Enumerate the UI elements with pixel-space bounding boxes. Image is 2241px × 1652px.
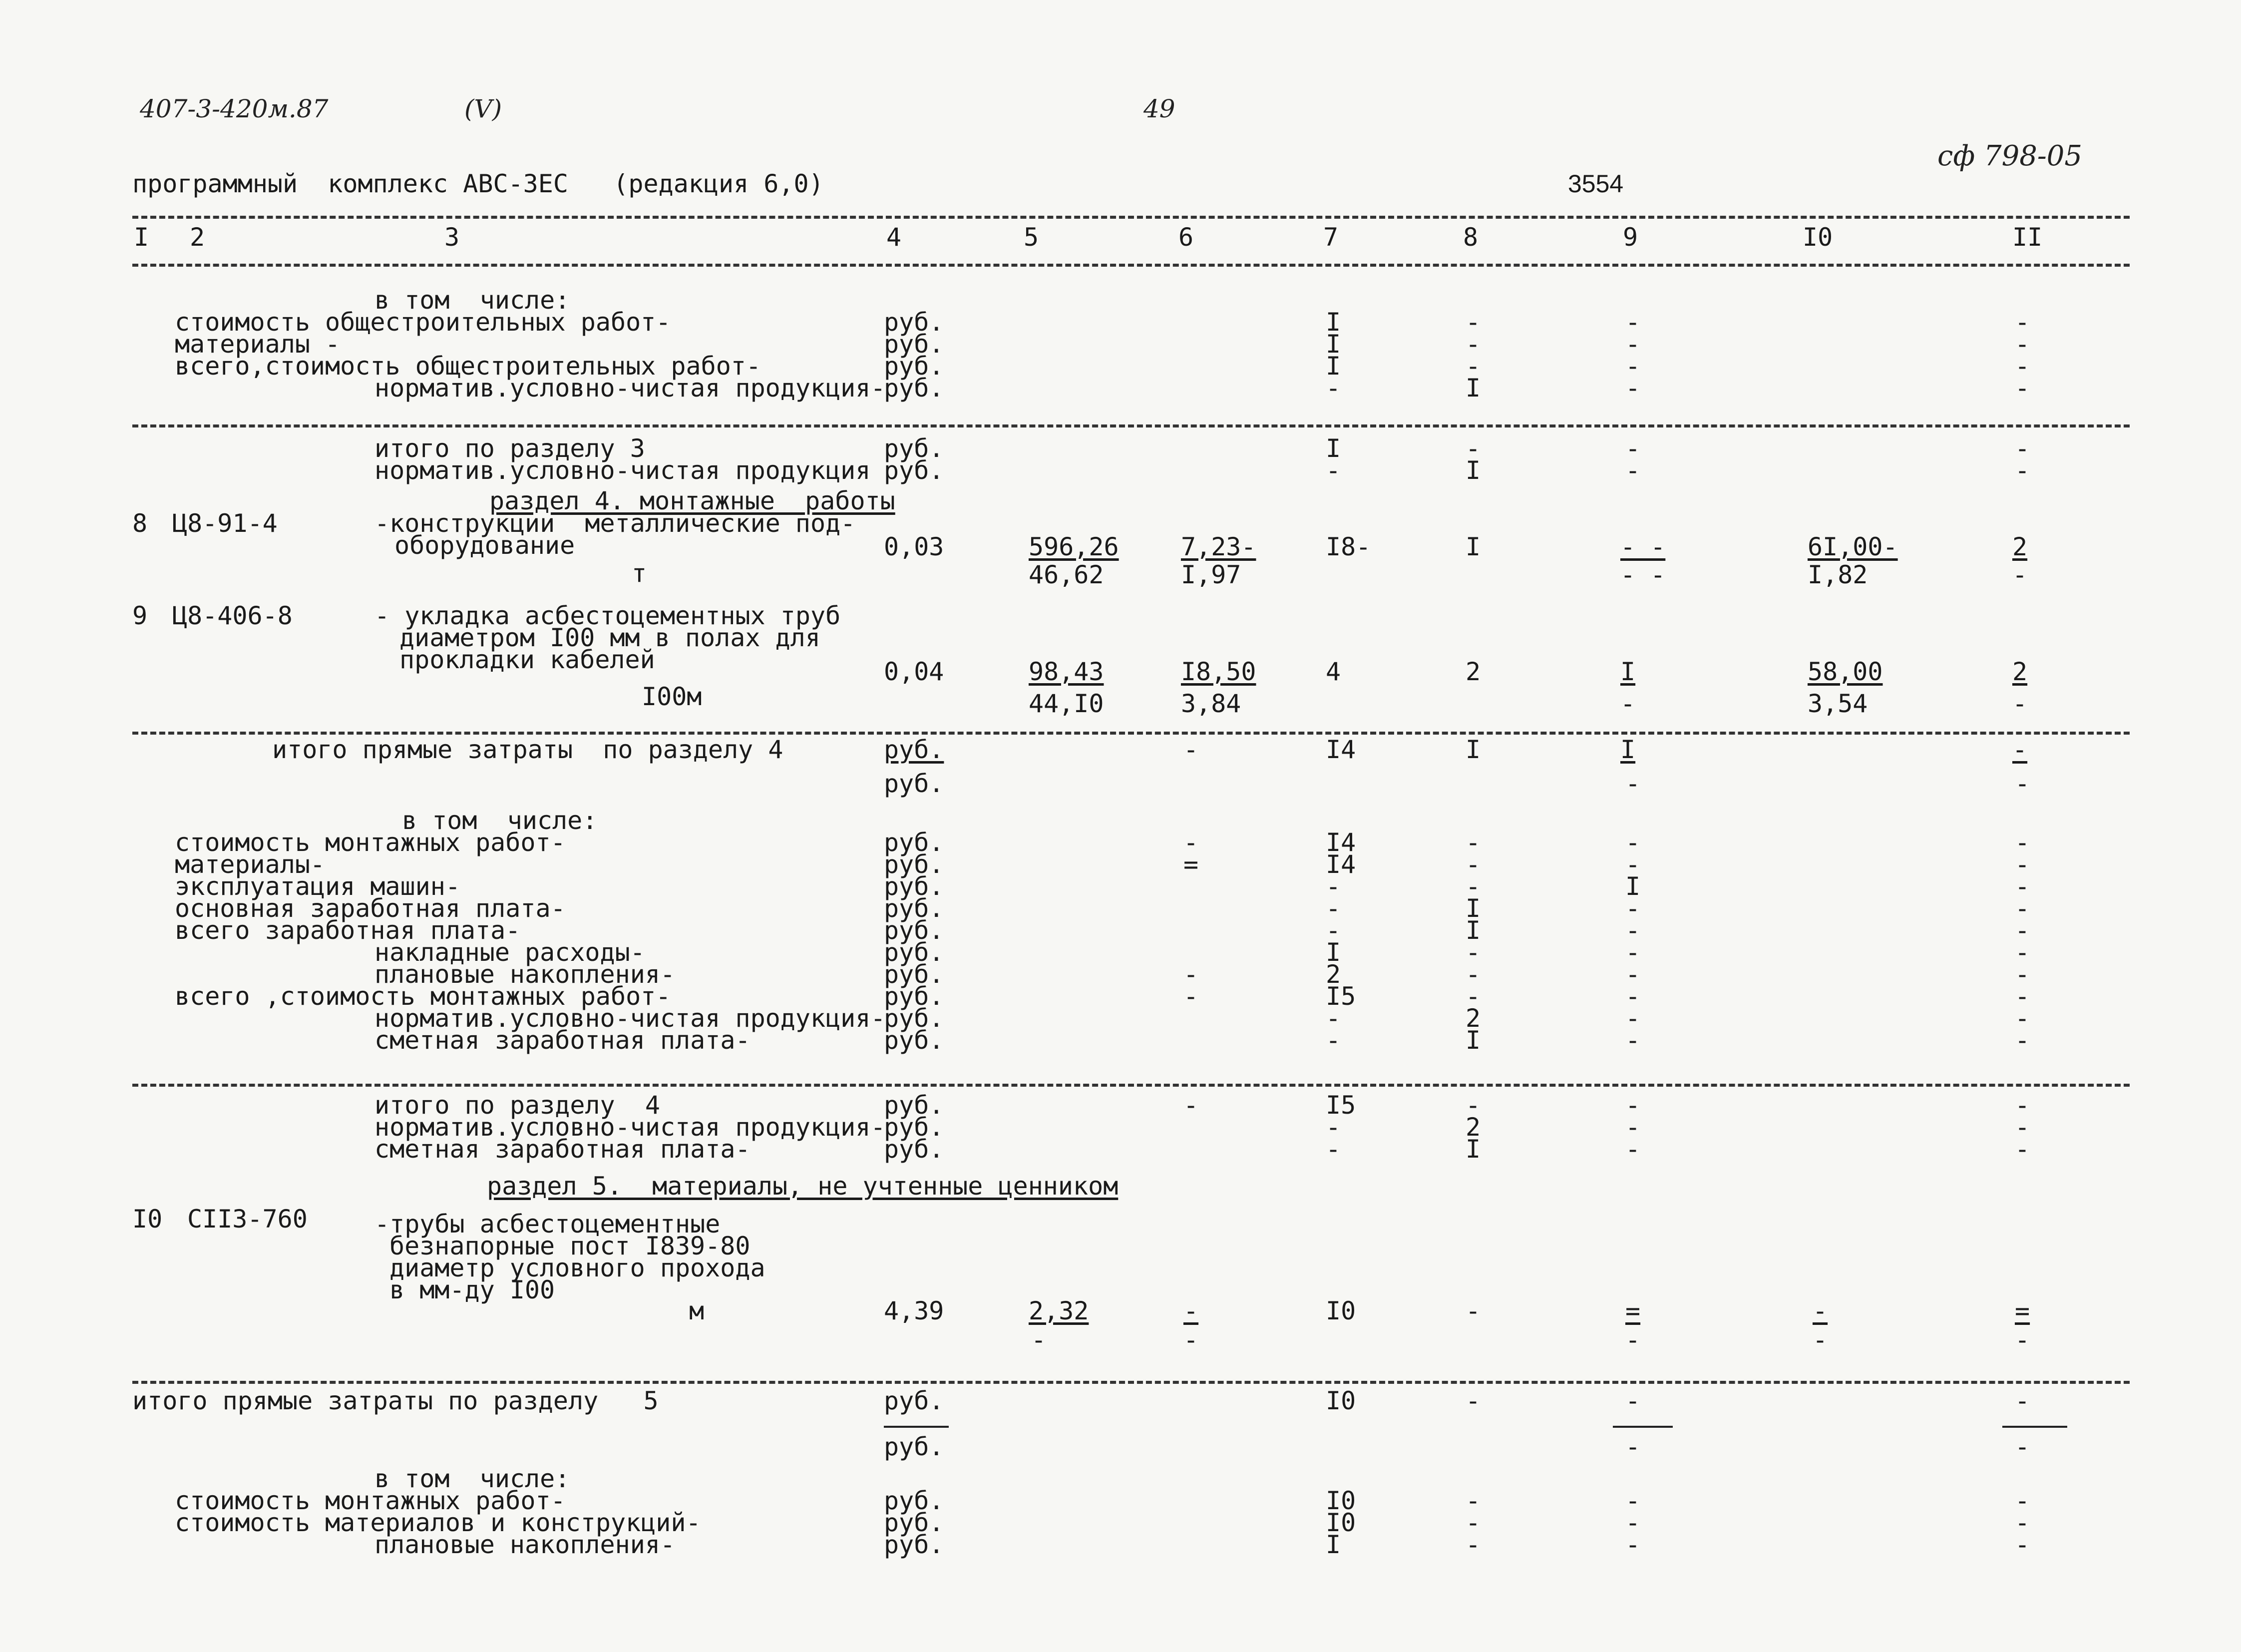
row-label: в том числе: xyxy=(402,806,598,835)
value-cell: - xyxy=(2015,1530,2030,1559)
section-rule xyxy=(132,1084,2130,1087)
value-cell: - xyxy=(1466,434,1481,463)
value-cell: I xyxy=(1625,872,1641,901)
value-cell: 4 xyxy=(1326,657,1341,686)
value-cell: - xyxy=(1625,1325,1641,1354)
row-label: стоимость монтажных работ- xyxy=(175,828,566,857)
stamp-number: сф 798-05 xyxy=(1937,140,2083,172)
value-cell: - xyxy=(1625,330,1641,359)
value-cell: - xyxy=(2015,434,2030,463)
value-cell: - xyxy=(1466,982,1481,1011)
value-cell: I xyxy=(1326,938,1341,967)
value-cell: I xyxy=(1620,735,1636,764)
value-cell: - - xyxy=(1620,532,1666,561)
unit-cell: руб. xyxy=(884,352,944,381)
value-cell: - xyxy=(1625,352,1641,381)
unit-cell: руб. xyxy=(884,1508,944,1537)
unit-cell: руб. xyxy=(884,1004,944,1033)
unit-cell: руб. xyxy=(884,374,944,403)
value-cell: - xyxy=(2015,374,2030,403)
item-quantity: 0,04 xyxy=(884,657,944,686)
page-number: 49 xyxy=(1143,94,1175,123)
value-cell: - xyxy=(1183,960,1199,989)
value-cell: - xyxy=(1326,1026,1341,1055)
item-description: безнапорные пост I839-80 xyxy=(389,1232,750,1260)
column-header: 4 xyxy=(886,223,902,252)
unit-cell: руб. xyxy=(884,938,944,967)
value-cell: I,97 xyxy=(1181,560,1241,589)
value-cell: - xyxy=(1625,308,1641,337)
value-cell: I5 xyxy=(1326,1091,1356,1120)
row-label: всего заработная плата- xyxy=(175,916,521,945)
value-cell: 6I,00- xyxy=(1808,532,1898,561)
column-header: I0 xyxy=(1803,223,1833,252)
value-cell: 2,32 xyxy=(1029,1296,1089,1325)
value-cell: I5 xyxy=(1326,982,1356,1011)
unit-cell: руб. xyxy=(884,1113,944,1142)
item-description: -конструкции металлические под- xyxy=(374,509,856,538)
value-cell: I xyxy=(1326,352,1341,381)
value-cell: - xyxy=(2015,982,2030,1011)
value-cell: - xyxy=(1466,1296,1481,1325)
row-label: всего ,стоимость монтажных работ- xyxy=(175,982,671,1011)
row-label: итого по разделу 3 xyxy=(374,434,645,463)
value-cell: - xyxy=(1466,1508,1481,1537)
section-rule xyxy=(132,424,2130,427)
row-label: стоимость монтажных работ- xyxy=(175,1486,566,1515)
value-cell: I xyxy=(1466,916,1481,945)
unit-cell: руб. xyxy=(884,1386,944,1415)
column-header: 7 xyxy=(1323,223,1339,252)
header-top-rule xyxy=(132,216,2130,219)
value-cell: 46,62 xyxy=(1029,560,1104,589)
value-cell: I0 xyxy=(1326,1486,1356,1515)
row-label: итого прямые затраты по разделу 5 xyxy=(132,1386,659,1415)
row-label: материалы- xyxy=(175,850,326,879)
item-quantity: 0,03 xyxy=(884,532,944,561)
value-cell: - xyxy=(1326,894,1341,923)
value-cell: - - xyxy=(1620,560,1666,589)
value-cell: - xyxy=(1813,1296,1828,1325)
value-cell: - xyxy=(2015,960,2030,989)
value-cell: - xyxy=(1466,872,1481,901)
item-unit: I00м xyxy=(642,682,702,711)
unit-cell: руб. xyxy=(884,330,944,359)
unit-cell: руб. xyxy=(884,982,944,1011)
value-cell: = xyxy=(1625,1296,1641,1325)
value-cell: - xyxy=(1625,938,1641,967)
value-cell: I8- xyxy=(1326,532,1371,561)
value-cell: - xyxy=(2012,689,2028,718)
value-cell: I xyxy=(1620,657,1636,686)
value-cell: - xyxy=(2015,1508,2030,1537)
section-heading: раздел 5. материалы, не учтенные ценником xyxy=(487,1172,1119,1201)
value-cell: - xyxy=(1183,828,1199,857)
program-title: программный комплекс АВС-3ЕС (редакция 6,0) xyxy=(132,169,824,198)
unit-cell: руб. xyxy=(884,308,944,337)
item-description: в мм-ду I00 xyxy=(389,1275,555,1304)
item-number: 8 xyxy=(132,509,148,538)
value-cell: - xyxy=(2015,938,2030,967)
value-cell: - xyxy=(2015,872,2030,901)
value-cell: I xyxy=(1326,308,1341,337)
value-cell: - xyxy=(1183,982,1199,1011)
value-cell: - xyxy=(1625,1508,1641,1537)
value-cell: - xyxy=(1466,960,1481,989)
value-cell: - xyxy=(2015,352,2030,381)
unit-cell: руб. xyxy=(884,434,944,463)
value-cell: - xyxy=(2015,1026,2030,1055)
row-label: норматив.условно-чистая продукция- xyxy=(374,1113,886,1142)
value-cell: - xyxy=(1625,894,1641,923)
item-code: Ц8-91-4 xyxy=(172,509,278,538)
underline-rule xyxy=(884,1426,949,1428)
value-cell: - xyxy=(1031,1325,1047,1354)
value-cell: - xyxy=(1183,1296,1199,1325)
column-header: I xyxy=(134,223,149,252)
value-cell: - xyxy=(1466,938,1481,967)
value-cell: - xyxy=(1466,1386,1481,1415)
row-label: итого прямые затраты по разделу 4 xyxy=(272,735,783,764)
value-cell: - xyxy=(1183,735,1199,764)
value-cell: - xyxy=(1183,1325,1199,1354)
value-cell: - xyxy=(1625,456,1641,485)
row-label: стоимость материалов и конструкций- xyxy=(175,1508,701,1537)
item-unit: м xyxy=(689,1296,705,1325)
value-cell: I4 xyxy=(1326,850,1356,879)
row-label: материалы - xyxy=(175,330,341,359)
value-cell: - xyxy=(2012,560,2028,589)
unit-cell: руб. xyxy=(884,1091,944,1120)
value-cell: 2 xyxy=(1466,1113,1481,1142)
value-cell: - xyxy=(2015,1432,2030,1461)
value-cell: I xyxy=(1466,1135,1481,1164)
column-header: 8 xyxy=(1463,223,1479,252)
value-cell: - xyxy=(1183,1091,1199,1120)
value-cell: I,82 xyxy=(1808,560,1868,589)
item-description: - укладка асбестоцементных труб xyxy=(374,601,841,630)
value-cell: - xyxy=(1625,1486,1641,1515)
unit-cell: руб. xyxy=(884,850,944,879)
value-cell: I0 xyxy=(1326,1508,1356,1537)
unit-cell: руб. xyxy=(884,960,944,989)
value-cell: I xyxy=(1466,532,1481,561)
value-cell: - xyxy=(1326,872,1341,901)
value-cell: - xyxy=(1466,1091,1481,1120)
item-description: диаметром I00 мм в полах для xyxy=(399,623,820,652)
row-label: норматив.условно-чистая продукция- xyxy=(374,1004,886,1033)
doc-code: 407-3-420м.87 xyxy=(140,94,329,123)
section-rule xyxy=(132,1381,2130,1384)
value-cell: - xyxy=(1326,916,1341,945)
header-bottom-rule xyxy=(132,264,2130,267)
value-cell: - xyxy=(2015,850,2030,879)
value-cell: = xyxy=(1183,850,1199,879)
unit-cell: руб. xyxy=(884,1432,944,1461)
unit-cell: руб. xyxy=(884,456,944,485)
value-cell: I0 xyxy=(1326,1296,1356,1325)
column-header: 5 xyxy=(1024,223,1039,252)
section-heading: раздел 4. монтажные работы xyxy=(489,486,895,515)
value-cell: I xyxy=(1466,1026,1481,1055)
column-header: 9 xyxy=(1623,223,1638,252)
value-cell: 2 xyxy=(2012,657,2028,686)
value-cell: - xyxy=(1466,352,1481,381)
item-description: -трубы асбестоцементные xyxy=(374,1210,721,1239)
value-cell: I0 xyxy=(1326,1386,1356,1415)
row-label: всего,стоимость общестроительных работ- xyxy=(175,352,761,381)
value-cell: I xyxy=(1466,456,1481,485)
unit-cell: руб. xyxy=(884,872,944,901)
column-header: II xyxy=(2012,223,2043,252)
value-cell: - xyxy=(1625,982,1641,1011)
value-cell: - xyxy=(1625,769,1641,798)
value-cell: - xyxy=(1326,1113,1341,1142)
value-cell: I xyxy=(1466,735,1481,764)
unit-cell: руб. xyxy=(884,1026,944,1055)
item-code: Ц8-406-8 xyxy=(172,601,293,630)
value-cell: - xyxy=(1625,1026,1641,1055)
row-label: плановые накопления- xyxy=(374,1530,676,1559)
value-cell: - xyxy=(1625,1004,1641,1033)
value-cell: - xyxy=(2015,308,2030,337)
unit-cell: руб. xyxy=(884,828,944,857)
column-header: 3 xyxy=(444,223,460,252)
item-unit: т xyxy=(632,559,647,588)
row-label: норматив.условно-чистая продукция- xyxy=(374,374,886,403)
value-cell: 58,00 xyxy=(1808,657,1883,686)
value-cell: I xyxy=(1326,1530,1341,1559)
value-cell: 596,26 xyxy=(1029,532,1119,561)
row-label: итого по разделу 4 xyxy=(374,1091,660,1120)
value-cell: - xyxy=(2012,735,2028,764)
row-label: стоимость общестроительных работ- xyxy=(175,308,671,337)
underline-rule xyxy=(2002,1426,2067,1428)
value-cell: I xyxy=(1326,330,1341,359)
value-cell: - xyxy=(1625,1386,1641,1415)
unit-cell: руб. xyxy=(884,769,944,798)
value-cell: - xyxy=(1625,1432,1641,1461)
value-cell: - xyxy=(1466,1486,1481,1515)
value-cell: - xyxy=(1326,374,1341,403)
row-label: в том числе: xyxy=(374,286,570,315)
value-cell: 2 xyxy=(2012,532,2028,561)
value-cell: - xyxy=(1625,1135,1641,1164)
unit-cell: руб. xyxy=(884,735,944,764)
value-cell: - xyxy=(2015,1113,2030,1142)
value-cell: - xyxy=(2015,916,2030,945)
value-cell: - xyxy=(1466,308,1481,337)
value-cell: 44,I0 xyxy=(1029,689,1104,718)
value-cell: - xyxy=(1466,850,1481,879)
value-cell: - xyxy=(1326,1004,1341,1033)
item-description: прокладки кабелей xyxy=(399,645,655,674)
value-cell: 3,84 xyxy=(1181,689,1241,718)
row-label: норматив.условно-чистая продукция xyxy=(374,456,871,485)
value-cell: - xyxy=(1625,1113,1641,1142)
value-cell: - xyxy=(2015,828,2030,857)
value-cell: - xyxy=(1326,456,1341,485)
value-cell: I xyxy=(1466,374,1481,403)
unit-cell: руб. xyxy=(884,1135,944,1164)
value-cell: - xyxy=(2015,456,2030,485)
doc-id: 3554 xyxy=(1568,170,1624,198)
value-cell: - xyxy=(2015,1135,2030,1164)
value-cell: - xyxy=(2015,1091,2030,1120)
value-cell: - xyxy=(1625,1530,1641,1559)
value-cell: I xyxy=(1466,894,1481,923)
value-cell: - xyxy=(2015,330,2030,359)
value-cell: - xyxy=(1625,374,1641,403)
item-number: 9 xyxy=(132,601,148,630)
value-cell: - xyxy=(1625,850,1641,879)
value-cell: - xyxy=(1466,828,1481,857)
value-cell: - xyxy=(2015,1004,2030,1033)
unit-cell: руб. xyxy=(884,1486,944,1515)
value-cell: 2 xyxy=(1466,657,1481,686)
row-label: эксплуатация машин- xyxy=(175,872,460,901)
value-cell: - xyxy=(2015,769,2030,798)
row-label: сметная заработная плата- xyxy=(374,1026,750,1055)
row-label: в том числе: xyxy=(374,1464,570,1493)
row-label: накладные расходы- xyxy=(374,938,645,967)
value-cell: = xyxy=(2015,1296,2030,1325)
unit-cell: руб. xyxy=(884,894,944,923)
row-label: плановые накопления- xyxy=(374,960,676,989)
value-cell: 2 xyxy=(1326,960,1341,989)
value-cell: - xyxy=(1326,1135,1341,1164)
value-cell: - xyxy=(1466,1530,1481,1559)
doc-mark: (V) xyxy=(464,94,502,123)
value-cell: - xyxy=(1466,330,1481,359)
item-description: оборудование xyxy=(394,531,575,560)
row-label: сметная заработная плата- xyxy=(374,1135,750,1164)
value-cell: - xyxy=(2015,1386,2030,1415)
value-cell: - xyxy=(1620,689,1636,718)
underline-rule xyxy=(1613,1426,1673,1428)
value-cell: - xyxy=(1813,1325,1828,1354)
value-cell: 7,23- xyxy=(1181,532,1256,561)
value-cell: I4 xyxy=(1326,735,1356,764)
row-label: основная заработная плата- xyxy=(175,894,566,923)
value-cell: I xyxy=(1326,434,1341,463)
value-cell: I4 xyxy=(1326,828,1356,857)
value-cell: - xyxy=(1625,828,1641,857)
value-cell: - xyxy=(2015,894,2030,923)
unit-cell: руб. xyxy=(884,916,944,945)
value-cell: - xyxy=(2015,1325,2030,1354)
value-cell: - xyxy=(1625,434,1641,463)
column-header: 6 xyxy=(1178,223,1194,252)
item-description: диаметр условного прохода xyxy=(389,1253,765,1282)
column-header: 2 xyxy=(190,223,205,252)
item-quantity: 4,39 xyxy=(884,1296,944,1325)
value-cell: 3,54 xyxy=(1808,689,1868,718)
value-cell: I8,50 xyxy=(1181,657,1256,686)
value-cell: 2 xyxy=(1466,1004,1481,1033)
value-cell: - xyxy=(1625,1091,1641,1120)
section-rule xyxy=(132,732,2130,735)
value-cell: 98,43 xyxy=(1029,657,1104,686)
item-code: СII3-760 xyxy=(187,1205,308,1234)
item-number: I0 xyxy=(132,1205,163,1234)
value-cell: - xyxy=(1625,916,1641,945)
value-cell: - xyxy=(2015,1486,2030,1515)
unit-cell: руб. xyxy=(884,1530,944,1559)
value-cell: - xyxy=(1625,960,1641,989)
